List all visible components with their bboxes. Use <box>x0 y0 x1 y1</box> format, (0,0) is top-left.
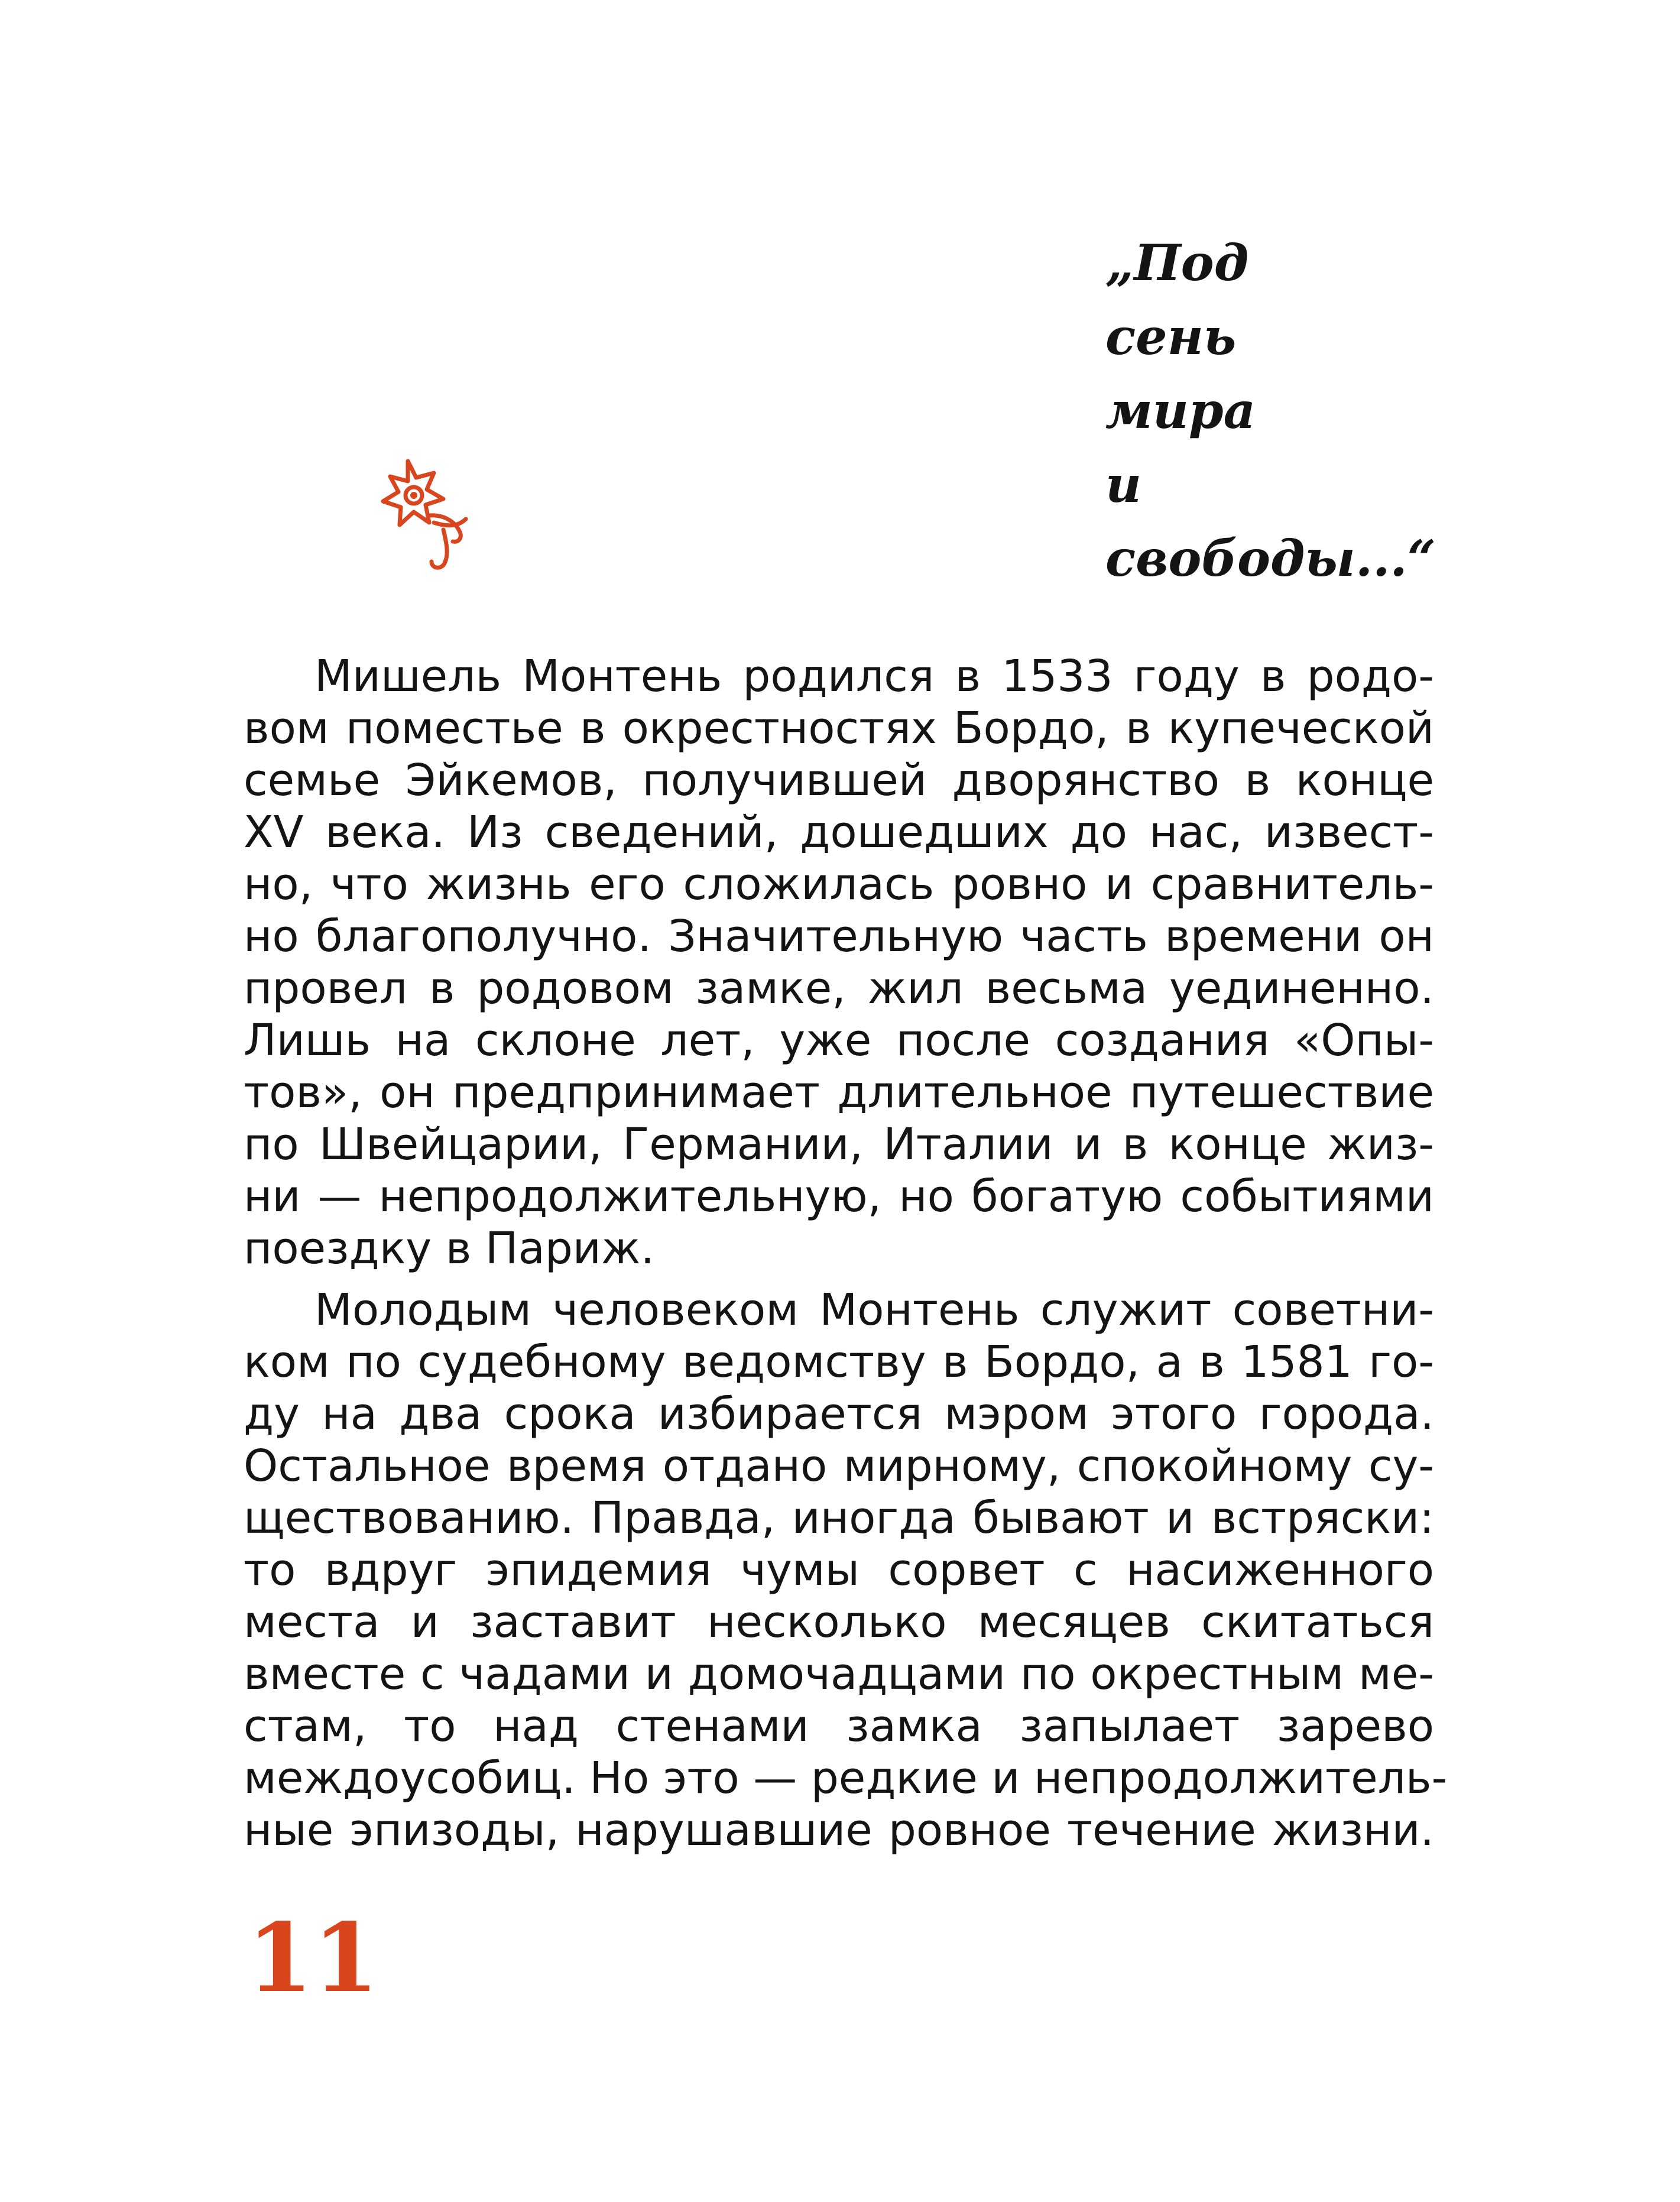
flower-ornament-icon <box>372 449 479 573</box>
text-line: Лишь на склоне лет, уже после создания «Опы- <box>244 1015 1434 1066</box>
epigraph-line: и <box>1105 455 1142 514</box>
text-line: Молодым человеком Монтень служит советни- <box>314 1285 1434 1335</box>
text-line: то вдруг эпидемия чумы сорвет с насиженного <box>244 1545 1434 1595</box>
page-number: 11 <box>247 1902 379 2013</box>
text-line: вместе с чадами и домочадцами по окрестным ме- <box>244 1649 1434 1700</box>
text-line: провел в родовом замке, жил весьма уединенно. <box>244 963 1434 1014</box>
epigraph-line: мира <box>1105 381 1256 440</box>
text-line: места и заставит несколько месяцев скитаться <box>244 1597 1434 1648</box>
text-line: ком по судебному ведомству в Бордо, а в 1581 го- <box>244 1337 1434 1387</box>
text-line: по Швейцарии, Германии, Италии и в конце жиз- <box>244 1119 1434 1170</box>
text-line: междоусобиц. Но это — редкие и непродолжитель- <box>244 1753 1448 1804</box>
epigraph-line: сень <box>1105 307 1237 366</box>
text-line: но благополучно. Значительную часть времени он <box>244 911 1434 962</box>
text-line: XV века. Из сведений, дошедших до нас, извест- <box>244 807 1434 858</box>
epigraph-line: свободы...“ <box>1105 529 1436 588</box>
epigraph <box>1105 226 1578 595</box>
text-line: ществованию. Правда, иногда бывают и встряски: <box>244 1493 1434 1543</box>
text-line: ду на два срока избирается мэром этого города. <box>244 1389 1434 1439</box>
text-line: вом поместье в окрестностях Бордо, в купеческой <box>244 703 1434 754</box>
text-line: но, что жизнь его сложилась ровно и сравнитель- <box>244 859 1434 910</box>
text-line: ные эпизоды, нарушавшие ровное течение жизни. <box>244 1805 1434 1856</box>
body-text <box>244 650 1448 1856</box>
text-line: ни — непродолжительную, но богатую событиями <box>244 1171 1434 1222</box>
text-line: тов», он предпринимает длительное путешествие <box>244 1067 1434 1118</box>
text-line: семье Эйкемов, получившей дворянство в конце <box>244 755 1434 806</box>
epigraph-line: „Под <box>1105 234 1249 292</box>
text-line: стам, то над стенами замка запылает зарево <box>244 1701 1434 1752</box>
text-line: Остальное время отдано мирному, спокойному су- <box>244 1441 1434 1491</box>
text-line: Мишель Монтень родился в 1533 году в родо- <box>314 651 1434 702</box>
text-line: поездку в Париж. <box>244 1223 655 1274</box>
